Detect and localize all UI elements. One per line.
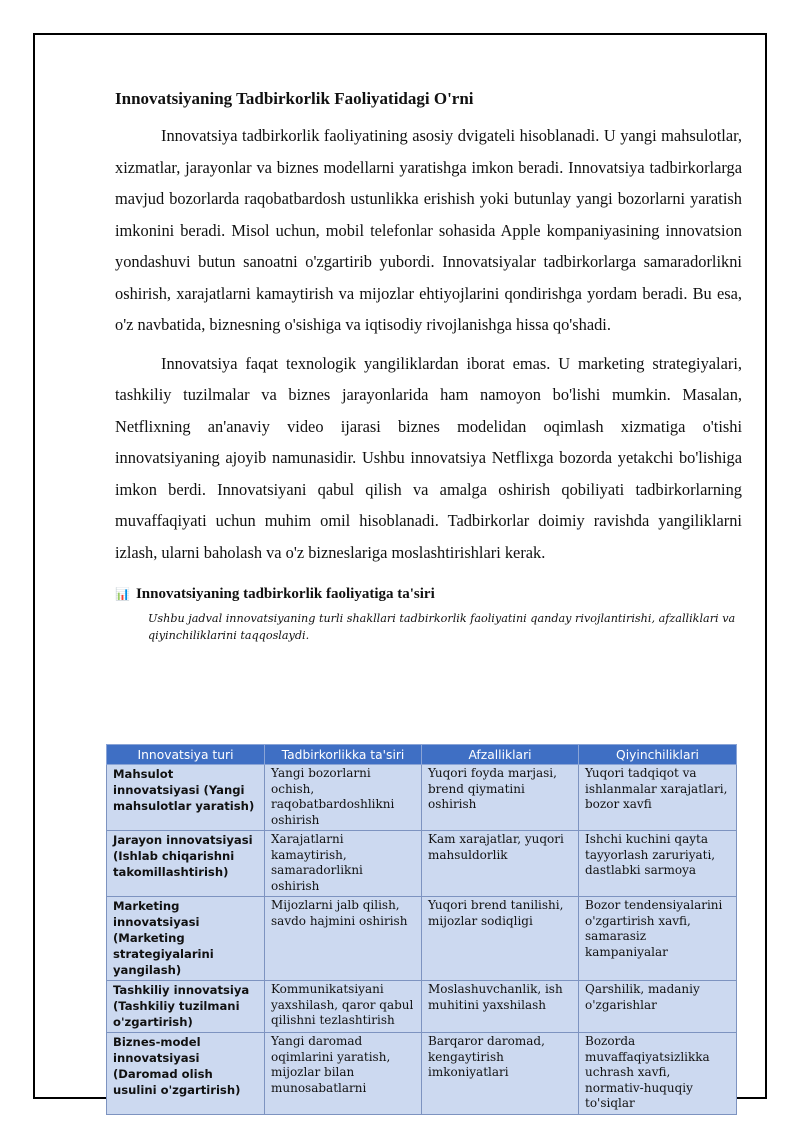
table-cell: Kam xarajatlar, yuqori mahsuldorlik (422, 831, 579, 897)
table-row (107, 765, 737, 831)
table-cell: Barqaror daromad, kengaytirish imkoniyatlari (422, 1033, 579, 1115)
document-body (115, 88, 742, 644)
table-cell: Ishchi kuchini qayta tayyorlash zaruriyati, dastlabki sarmoya (579, 831, 737, 897)
paragraph-2: Innovatsiya faqat texnologik yangiliklardan iborat emas. U marketing strategiyalari, tashkiliy tuzilmalar va biznes jarayonlarida ham namoyon bo'lishi mumkin. Masalan, Netflixning an'anaviy video ijarasi biznes modelidan oqimlash xizmatiga o'tishi innovatsiyaning ajoyib namunasidir. Ushbu innovatsiya Netflixga bozorda yetakchi bo'lishiga imkon berdi. Innovatsiyani qabul qilish va amalga oshirish qobiliyati tadbirkorlarning muvaffaqiyati uchun muhim omil hisoblanadi. Tadbirkorlar doimiy ravishda yangiliklarni izlash, ularni baholash va o'z bizneslariga moslashtirishlari kerak. (115, 353, 742, 562)
document-title: Innovatsiyaning Tadbirkorlik Faoliyatidagi O'rni (115, 89, 474, 108)
header-impact: Tadbirkorlikka ta'siri (265, 745, 422, 765)
table-cell: Mijozlarni jalb qilish, savdo hajmini oshirish (265, 897, 422, 981)
table-cell: Yuqori brend tanilishi, mijozlar sodiqligi (422, 897, 579, 981)
comparison-table (106, 744, 737, 1115)
table-cell: Xarajatlarni kamaytirish, samaradorlikni oshirish (265, 831, 422, 897)
table-cell: Yangi daromad oqimlarini yaratish, mijozlar bilan munosabatlarni (265, 1033, 422, 1115)
table-heading (115, 584, 742, 604)
table-cell: Yuqori tadqiqot va ishlanmalar xarajatlari, bozor xavfi (579, 765, 737, 831)
table-cell: Moslashuvchanlik, ish muhitini yaxshilash (422, 981, 579, 1033)
table-cell: Marketing innovatsiyasi (Marketing strategiyalarini yangilash) (107, 897, 265, 981)
table-cell: Mahsulot innovatsiyasi (Yangi mahsulotlar yaratish) (107, 765, 265, 831)
header-challenges: Qiyinchiliklari (579, 745, 737, 765)
table-caption: Ushbu jadval innovatsiyaning turli shakllari tadbirkorlik faoliyatini qanday rivojlantirishi, afzalliklari va qiyinchiliklarini taqqoslaydi. (148, 612, 736, 642)
bar-chart-icon: 📊 (115, 587, 130, 601)
table-row (107, 897, 737, 981)
table-cell: Kommunikatsiyani yaxshilash, qaror qabul qilishni tezlashtirish (265, 981, 422, 1033)
header-advantages: Afzalliklari (422, 745, 579, 765)
paragraph-1: Innovatsiya tadbirkorlik faoliyatining asosiy dvigateli hisoblanadi. U yangi mahsulotlar, xizmatlar, jarayonlar va biznes modellarni yaratishga imkon beradi. Innovatsiya tadbirkorlarga mavjud bozorlarda raqobatbardosh ustunlikka erishish yoki butunlay yangi bozorlarni yaratish imkonini beradi. Misol uchun, mobil telefonlar sohasida Apple kompaniyasining innovatsion yondashuvi butun sanoatni o'zgartirib yubordi. Innovatsiyalar tadbirkorlarga samaradorlikni oshirish, xarajatlarni kamaytirish va mijozlar ehtiyojlarini qondirishga yordam beradi. Bu esa, o'z navbatida, biznesning o'sishiga va iqtisodiy rivojlanishga hissa qo'shadi. (115, 126, 742, 334)
table-cell: Jarayon innovatsiyasi (Ishlab chiqarishni takomillashtirish) (107, 831, 265, 897)
table-row (107, 1033, 737, 1115)
table-cell: Tashkiliy innovatsiya (Tashkiliy tuzilmani o'zgartirish) (107, 981, 265, 1033)
table-cell: Bozorda muvaffaqiyatsizlikka uchrash xavfi, normativ-huquqiy to'siqlar (579, 1033, 737, 1115)
table-cell: Biznes-model innovatsiyasi (Daromad olish usulini o'zgartirish) (107, 1033, 265, 1115)
table-cell: Qarshilik, madaniy o'zgarishlar (579, 981, 737, 1033)
table-row (107, 981, 737, 1033)
table-cell: Bozor tendensiyalarini o'zgartirish xavfi, samarasiz kampaniyalar (579, 897, 737, 981)
table-title: Innovatsiyaning tadbirkorlik faoliyatiga ta'siri (135, 586, 435, 602)
table-cell: Yuqori foyda marjasi, brend qiymatini oshirish (422, 765, 579, 831)
header-innovation-type: Innovatsiya turi (107, 745, 265, 765)
table-cell: Yangi bozorlarni ochish, raqobatbardoshlikni oshirish (265, 765, 422, 831)
table-row (107, 831, 737, 897)
table-header-row (107, 745, 737, 765)
